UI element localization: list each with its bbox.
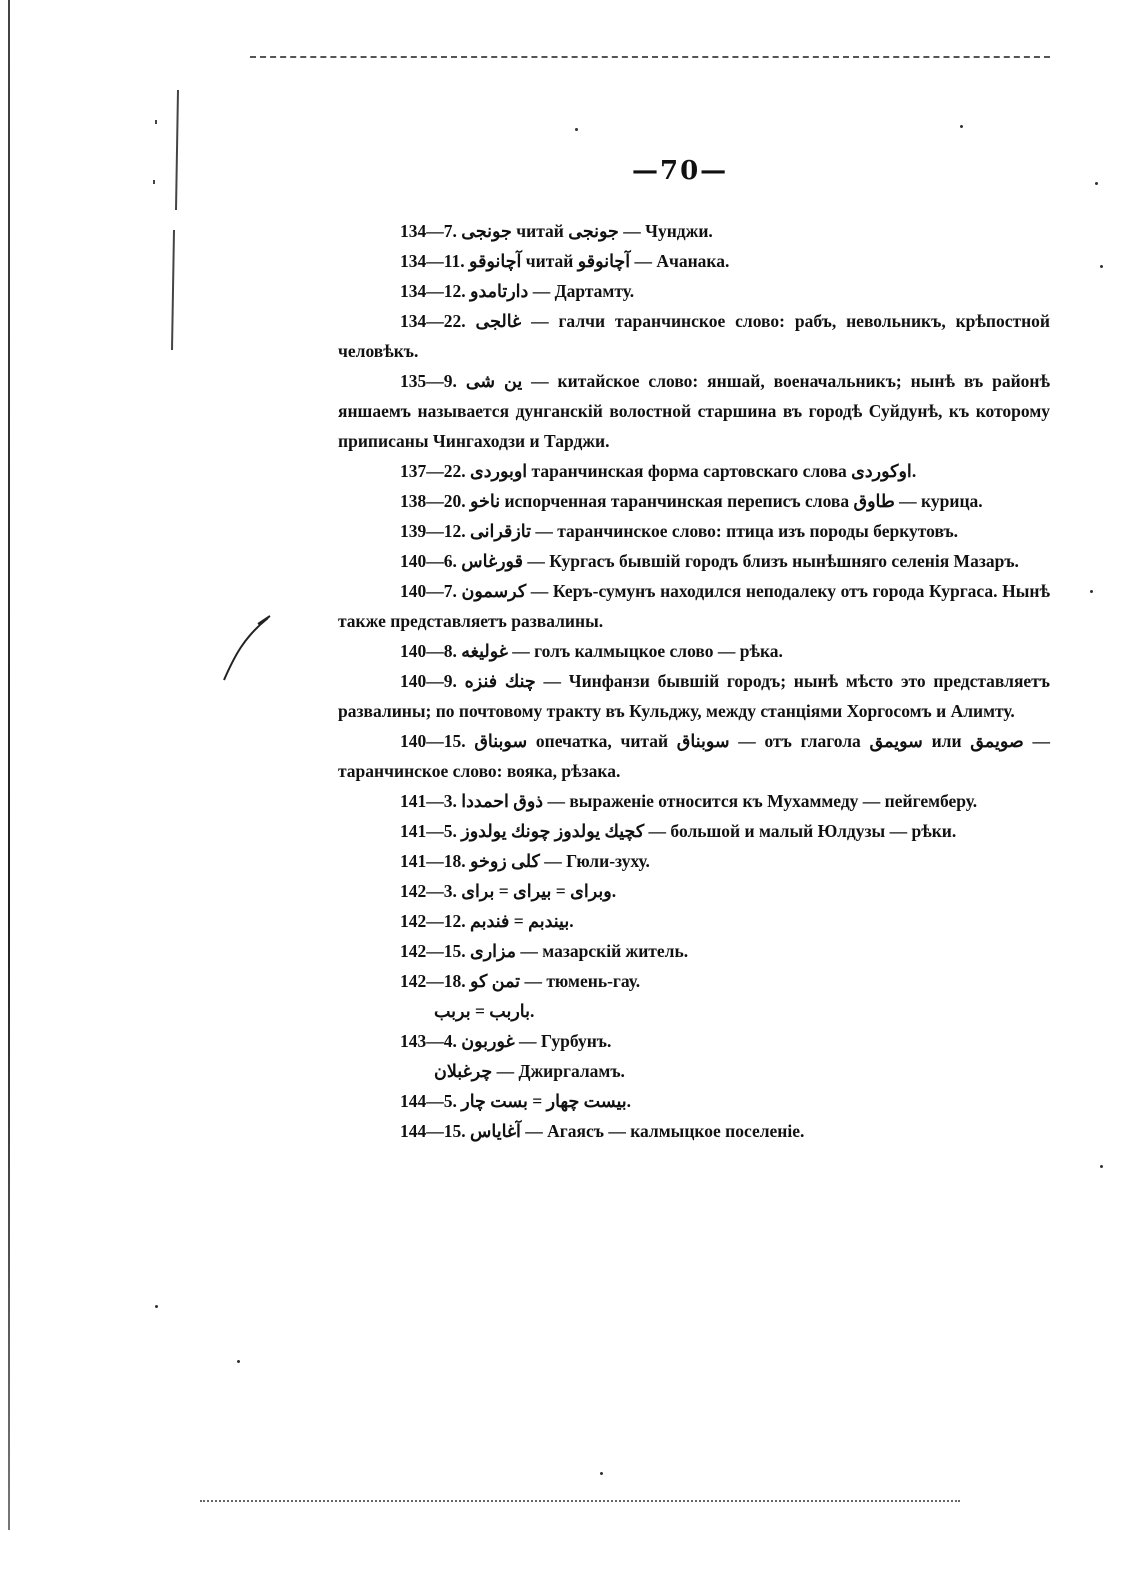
entry-text: اوبوردى таранчинская форма сартовскаго слова اوكوردى. <box>470 461 917 481</box>
entry-text: غوليغه — голъ калмыцкое слово — рѣка. <box>461 641 783 661</box>
errata-entry <box>338 276 1050 306</box>
entry-text: آغاياس — Агаясъ — калмыцкое поселеніе. <box>470 1121 805 1141</box>
page-number: —70— <box>632 156 729 186</box>
entry-reference: 138—20. <box>400 491 466 511</box>
errata-list <box>338 216 1050 1146</box>
entry-reference: 141—18. <box>400 851 466 871</box>
entry-text: تمن كو — тюмень-гау. <box>470 971 641 991</box>
speck <box>960 125 963 128</box>
speck <box>1100 265 1103 268</box>
errata-entry <box>338 996 1050 1026</box>
entry-text: مزارى — мазарскій житель. <box>470 941 689 961</box>
speck <box>155 1305 158 1308</box>
pen-scribble <box>222 612 272 682</box>
errata-entry <box>338 1026 1050 1056</box>
entry-reference: 140—7. <box>400 581 457 601</box>
errata-entry <box>338 666 1050 726</box>
errata-entry <box>338 576 1050 636</box>
margin-scratch-marks <box>148 90 188 490</box>
errata-entry <box>338 846 1050 876</box>
entry-text: كرسمون — Керъ-сумунъ находился неподалеку отъ города Кургаса. Нынѣ также представляетъ развалины. <box>338 581 1050 631</box>
entry-text: ين شى — китайское слово: яншай, военачальникъ; нынѣ въ районѣ яншаемъ называется дунганскій волостной старшина въ городѣ Суйдунѣ, къ которому приписаны Чингаходзи и Тарджи. <box>338 371 1050 451</box>
errata-entry <box>338 876 1050 906</box>
entry-reference: 140—6. <box>400 551 457 571</box>
top-dashed-rule <box>250 56 1050 58</box>
entry-text: دارتامدو — Дартамту. <box>470 281 635 301</box>
errata-entry <box>338 546 1050 576</box>
entry-reference: 143—4. <box>400 1031 457 1051</box>
errata-entry <box>338 1086 1050 1116</box>
entry-reference: 140—9. <box>400 671 457 691</box>
entry-text: ذوق احمددا — выраженіе относится къ Мухаммеду — пейгемберу. <box>461 791 978 811</box>
page-edge-line <box>8 0 10 1530</box>
entry-text: ناخو испорченная таранчинская переписъ слова طاوق — курица. <box>470 491 983 511</box>
entry-reference: 135—9. <box>400 371 457 391</box>
entry-text: چنك فنزه — Чинфанзи бывшій городъ; нынѣ мѣсто это представляетъ развалины; по почтовому тракту въ Кульджу, между станціями Хоргосомъ и Алимту. <box>338 671 1050 721</box>
errata-entry <box>338 306 1050 366</box>
errata-entry <box>338 906 1050 936</box>
errata-entry <box>338 816 1050 846</box>
errata-entry <box>338 246 1050 276</box>
errata-entry <box>338 966 1050 996</box>
speck <box>600 1472 603 1475</box>
errata-entry <box>338 486 1050 516</box>
speck <box>1100 1165 1103 1168</box>
entry-text: كچيك يولدوز چونك يولدوز — большой и малый Юлдузы — рѣки. <box>461 821 957 841</box>
entry-text: بيست چهار = بست چار. <box>461 1091 631 1111</box>
entry-reference: 142—15. <box>400 941 466 961</box>
entry-text: باربب = بربب. <box>434 1001 535 1021</box>
errata-entry <box>338 366 1050 456</box>
errata-entry <box>338 636 1050 666</box>
entry-text: تازقرانى — таранчинское слово: птица изъ породы беркутовъ. <box>470 521 959 541</box>
entry-reference: 134—7. <box>400 221 457 241</box>
entry-reference: 140—8. <box>400 641 457 661</box>
entry-text: آچانوقو читай آچانوقو — Ачанака. <box>469 251 730 271</box>
errata-entry <box>338 1056 1050 1086</box>
entry-text: بيندبم = فندبم. <box>470 911 574 931</box>
entry-reference: 142—18. <box>400 971 466 991</box>
speck <box>575 128 578 131</box>
entry-reference: 144—15. <box>400 1121 466 1141</box>
errata-entry <box>338 1116 1050 1146</box>
entry-reference: 140—15. <box>400 731 466 751</box>
entry-reference: 134—12. <box>400 281 466 301</box>
entry-reference: 139—12. <box>400 521 466 541</box>
entry-text: جونجى читай جونجى — Чунджи. <box>461 221 713 241</box>
entry-reference: 144—5. <box>400 1091 457 1111</box>
entry-reference: 141—3. <box>400 791 457 811</box>
speck <box>1095 182 1098 185</box>
entry-text: قورغاس — Кургасъ бывшій городъ близъ нынѣшняго селенія Мазаръ. <box>461 551 1019 571</box>
errata-entry <box>338 786 1050 816</box>
entry-text: غوربون — Гурбунъ. <box>461 1031 612 1051</box>
entry-reference: 137—22. <box>400 461 466 481</box>
errata-entry <box>338 456 1050 486</box>
entry-reference: 142—12. <box>400 911 466 931</box>
bottom-dotted-rule <box>200 1500 960 1502</box>
entry-text: كلى زوخو — Гюли-зуху. <box>470 851 650 871</box>
errata-entry <box>338 216 1050 246</box>
entry-text: چرغبلان — Джиргаламъ. <box>434 1061 625 1081</box>
speck <box>1090 590 1093 593</box>
errata-entry <box>338 936 1050 966</box>
entry-reference: 142—3. <box>400 881 457 901</box>
errata-entry <box>338 726 1050 786</box>
entry-reference: 141—5. <box>400 821 457 841</box>
entry-reference: 134—11. <box>400 251 465 271</box>
entry-text: غالجى — галчи таранчинское слово: рабъ, невольникъ, крѣпостной человѣкъ. <box>338 311 1051 361</box>
speck <box>237 1360 240 1363</box>
entry-text: سوبناق опечатка, читай سوبناق — отъ глагола سويمق или صويمق — таранчинское слово: вояка, рѣзака. <box>338 731 1051 781</box>
entry-text: وبراى = بيراى = براى. <box>461 881 617 901</box>
errata-entry <box>338 516 1050 546</box>
entry-reference: 134—22. <box>400 311 466 331</box>
